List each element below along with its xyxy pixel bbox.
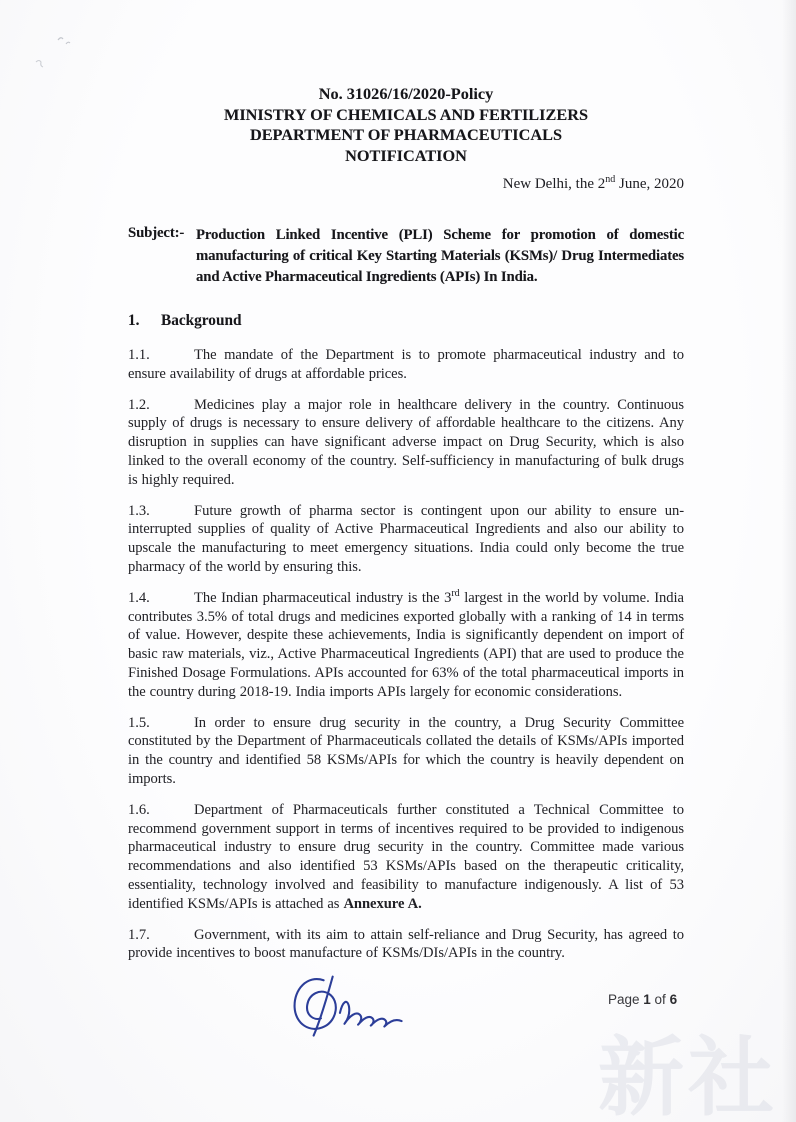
handwritten-signature-icon — [283, 973, 415, 1041]
section-title: Background — [161, 312, 242, 329]
page-number — [608, 992, 677, 1007]
paragraph-text: Future growth of pharma sector is contingent upon our ability to ensure un-interrupted supplies of quality of Active Pharmaceutical Ingredients and also our ability to upscale the manufacturing to meet emergency situations. India could only become the true pharmacy of the world by ensuring this. — [128, 502, 684, 575]
watermark-text: 新社 — [598, 1030, 778, 1122]
ministry-line: MINISTRY OF CHEMICALS AND FERTILIZERS — [223, 104, 589, 124]
dateline-ordinal-superscript: nd — [605, 174, 616, 185]
page-current-number: 1 — [643, 992, 651, 1007]
paragraph-text-end: largest in the world by volume. India contributes 3.5% of total drugs and medicines exported globally with a ranking of 14 in terms of value. However, despite these achievements, India is significantly dependent on import of basic raw materials, viz., Active Pharmaceutical Ingredients (API) that are used to produce the Finished Dosage Formulations. APIs accounted for 63% of the total pharmaceutical imports in the country during 2018-19. India imports APIs largely for economic considerations. — [128, 589, 684, 700]
paragraph-1-1 — [128, 346, 684, 384]
paragraph-number: 1.6. — [128, 801, 150, 818]
section-number: 1. — [128, 312, 140, 329]
dateline-text-end: June, 2020 — [615, 176, 684, 192]
scan-artifact-marks — [24, 26, 114, 86]
ordinal-superscript: rd — [451, 587, 460, 599]
page-total-number: 6 — [669, 992, 678, 1007]
paragraph-1-3 — [128, 502, 684, 577]
page-label-of: of — [650, 992, 670, 1007]
department-line: DEPARTMENT OF PHARMACEUTICALS — [249, 125, 563, 144]
notification-title: NOTIFICATION — [345, 145, 467, 165]
paragraph-text: The mandate of the Department is to promote pharmaceutical industry and to ensure availability of drugs at affordable prices. — [128, 347, 684, 382]
paragraph-text: Department of Pharmaceuticals further constituted a Technical Committee to recommend government support in terms of incentives required to be provided to indigenous pharmaceutical industry to ensure drug security in the country. Committee made various recommendations and also identified 53 KSMs/APIs based on the therapeutic criticality, essentiality, technology involved and feasibility to manufacture indigenously. A list of 53 identified KSMs/APIs is attached as — [128, 801, 684, 912]
subject-label: Subject:- — [128, 225, 185, 241]
document-content — [128, 84, 684, 963]
page-label-text: Page — [608, 992, 644, 1007]
paragraph-1-4 — [128, 589, 684, 702]
paragraph-1-6 — [128, 801, 684, 914]
paragraph-1-5 — [128, 714, 684, 789]
annexure-reference-bold: Annexure A. — [343, 895, 422, 912]
paragraph-1-7 — [128, 926, 684, 964]
paragraph-text: The Indian pharmaceutical industry is the 3 — [194, 589, 452, 606]
paragraph-text: Medicines play a major role in healthcare delivery in the country. Continuous supply of drugs is necessary to ensure delivery of affordable healthcare to the citizens. Any disruption in supplies can have significant adverse impact on Drug Security, which is also linked to the overall economy of the country. Self-sufficiency in manufacturing of bulk drugs is highly required. — [128, 396, 684, 488]
paragraph-text: Government, with its aim to attain self-reliance and Drug Security, has agreed to provide incentives to boost manufacture of KSMs/DIs/APIs in the country. — [128, 926, 684, 962]
dateline — [128, 176, 684, 193]
paragraph-text: In order to ensure drug security in the country, a Drug Security Committee constituted by the Department of Pharmaceuticals collated the details of KSMs/APIs imported in the country and identified 58 KSMs/APIs for which the country is heavily dependent on imports. — [128, 714, 684, 787]
dateline-text: New Delhi, the 2 — [502, 176, 606, 192]
paragraph-number: 1.5. — [128, 714, 150, 731]
paragraph-1-2 — [128, 396, 684, 490]
paragraph-number: 1.4. — [128, 589, 150, 606]
paragraph-number: 1.3. — [128, 502, 150, 519]
paragraph-number: 1.2. — [128, 396, 150, 413]
document-header — [128, 84, 684, 166]
paragraph-number: 1.7. — [128, 926, 150, 943]
section-heading — [128, 312, 684, 330]
paragraph-number: 1.1. — [128, 347, 150, 363]
subject-text: Production Linked Incentive (PLI) Scheme for promotion of domestic manufacturing of critical Key Starting Materials (KSMs)/ Drug Intermediates and Active Pharmaceutical Ingredients (APIs) In India. — [196, 227, 684, 285]
reference-number: No. 31026/16/2020-Policy — [318, 84, 494, 103]
subject-block — [128, 225, 684, 288]
